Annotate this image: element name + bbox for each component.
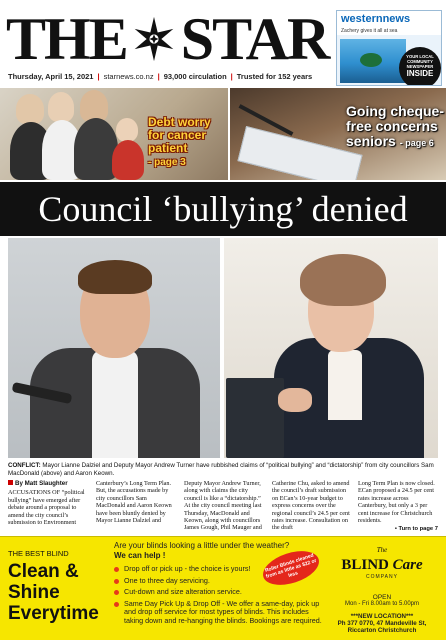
logo-company: COMPANY	[366, 574, 398, 580]
figure-shirt	[92, 350, 138, 458]
western-news-brand: westernnews	[337, 11, 441, 27]
hand-shape	[278, 388, 312, 412]
opening-hours: Mon - Fri 8.00am to 5.00pm	[344, 601, 420, 607]
article-paragraph: Catherine Chu, asked to amend the council’s draft submission on ECan’s 10-year budget to express concerns over the regional council’s 24.5 per cent rates increase. Consultation on the draft	[272, 480, 350, 532]
open-label: OPEN	[372, 594, 392, 601]
caption-text: Mayor Lianne Dalziel and Deputy Mayor Andrew Turner have rubbished claims of “political bullying” and “dictatorship” from city councillors Sam MacDonald (above) and Aaron Keown.	[8, 462, 434, 477]
photo-mayor-dalziel	[224, 238, 438, 458]
figure-hair	[78, 260, 152, 294]
logo-care: Care	[392, 557, 423, 573]
article-paragraph: Deputy Mayor Andrew Turner, along with claims the city council is like a “dictatorship.” At the city council meeting last Thursday, MacDonald and Keown, along with councillors James Gough, Phil Mauger and	[184, 480, 262, 532]
trusted-tagline: Trusted for 152 years	[236, 72, 313, 81]
teaser-debt-worry-headline	[148, 116, 228, 169]
family-photo-person	[48, 92, 74, 122]
bullet-text: One to three day servicing.	[124, 575, 210, 585]
article-column	[184, 480, 264, 532]
teaser-headline-text: Going cheque-free concerns seniors	[346, 103, 444, 149]
city: Riccarton Christchurch	[347, 627, 417, 634]
logo-the: The	[376, 546, 388, 554]
ad-question: Are your blinds looking a little under the weather?	[114, 541, 290, 550]
list-item	[114, 588, 324, 597]
caption-label: CONFLICT:	[8, 462, 41, 469]
family-photo-person	[112, 140, 144, 180]
bullet-text: Cut-down and size alteration service.	[124, 587, 242, 597]
photo-councillor-macdonald	[8, 238, 220, 458]
inside-badge	[399, 47, 441, 86]
headline-bar	[0, 182, 446, 236]
lead-article	[8, 480, 438, 533]
address: Ph 377 0770, 47 Mandeville St,	[337, 620, 427, 627]
cheque-shape	[237, 126, 362, 180]
new-location: ***NEW LOCATION***	[350, 613, 414, 620]
western-news-insert-promo[interactable]	[336, 10, 442, 86]
bullet-icon	[114, 579, 119, 584]
swimmer-shape	[360, 53, 382, 67]
divider: |	[97, 72, 100, 81]
byline	[8, 480, 88, 487]
article-paragraph: Canterbury’s Long Term Plan. But, the accusations made by city councillors Sam MacDonald and Aaron Keown have been bluntly denied by Mayor Lianne Dalziel and	[96, 480, 172, 525]
teaser-headline-text: Debt worry for cancer patient	[148, 115, 211, 155]
ad-title: Clean & Shine Everytime	[8, 561, 99, 624]
logo-word-the: THE	[6, 6, 127, 72]
bullet-icon	[114, 567, 119, 572]
laptop-shape	[226, 378, 284, 458]
article-column	[358, 480, 438, 534]
badge-text: YOUR LOCAL COMMUNITY NEWSPAPER	[406, 54, 434, 69]
circulation: 93,000 circulation	[163, 72, 227, 81]
bullet-text: Drop off or pick up - the choice is yours!	[124, 564, 251, 573]
blind-care-logo	[322, 543, 442, 573]
star-icon	[131, 16, 177, 62]
western-news-subline: Zachery gives it all at sea	[337, 27, 441, 35]
list-item	[114, 600, 324, 626]
teaser-strip	[0, 88, 446, 180]
article-column	[96, 480, 176, 524]
logo-word-star: STAR	[180, 6, 329, 72]
article-column	[8, 480, 88, 526]
bullet-text: Same Day Pick Up & Drop Off - We offer a same-day, pick up and drop off service for most types of blinds. This includes taking down and re-hanging the blinds. Bookings are required.	[124, 598, 322, 625]
byline-text: By Matt Slaughter	[15, 480, 68, 487]
price-burst-badge: Roller Blinds cleaned from as little as $22 or less	[259, 545, 323, 591]
family-photo-person	[116, 118, 138, 142]
article-paragraph: Long Term Plan is now closed. ECan proposed a 24.5 per cent rates increase across Canterbury, but only a 3 per cent increase for Christchurch residents.	[358, 480, 435, 525]
divider: |	[157, 72, 160, 81]
figure-hair	[300, 254, 386, 306]
ad-help: We can help !	[114, 551, 166, 560]
divider: |	[230, 72, 233, 81]
teaser-debt-worry[interactable]	[0, 88, 228, 180]
logo-blind: BLIND	[341, 557, 389, 573]
website-link[interactable]: starnews.co.nz	[103, 72, 154, 81]
byline-marker-icon	[8, 480, 13, 485]
newspaper-logo[interactable]	[6, 8, 328, 70]
teaser-page-ref: - page 3	[148, 157, 186, 168]
figure-blouse	[328, 350, 362, 420]
bullet-icon	[114, 590, 119, 595]
ad-tagline: THE BEST BLIND	[8, 549, 69, 558]
ad-contact	[322, 543, 442, 634]
lead-headline[interactable]: Council ‘bullying’ denied	[38, 189, 408, 229]
family-photo-person	[16, 94, 44, 124]
teaser-cheque-free[interactable]	[230, 88, 446, 180]
masthead	[0, 0, 446, 88]
photo-caption	[8, 462, 438, 477]
teaser-cheque-headline	[346, 104, 446, 151]
article-paragraph: ACCUSATIONS OF “political bullying” have emerged after debate around a proposal to amend the city council’s submission to Environment	[8, 489, 85, 527]
masthead-info	[8, 72, 312, 81]
issue-date: Thursday, April 15, 2021	[8, 72, 94, 81]
turn-to-page-link[interactable]: • Turn to page 7	[394, 526, 438, 533]
western-news-photo	[340, 39, 406, 83]
bullet-icon	[114, 602, 119, 607]
teaser-page-ref: - page 6	[399, 138, 434, 148]
blind-care-advert[interactable]	[0, 536, 446, 640]
article-column	[272, 480, 352, 532]
badge-inside: INSIDE	[406, 69, 434, 78]
